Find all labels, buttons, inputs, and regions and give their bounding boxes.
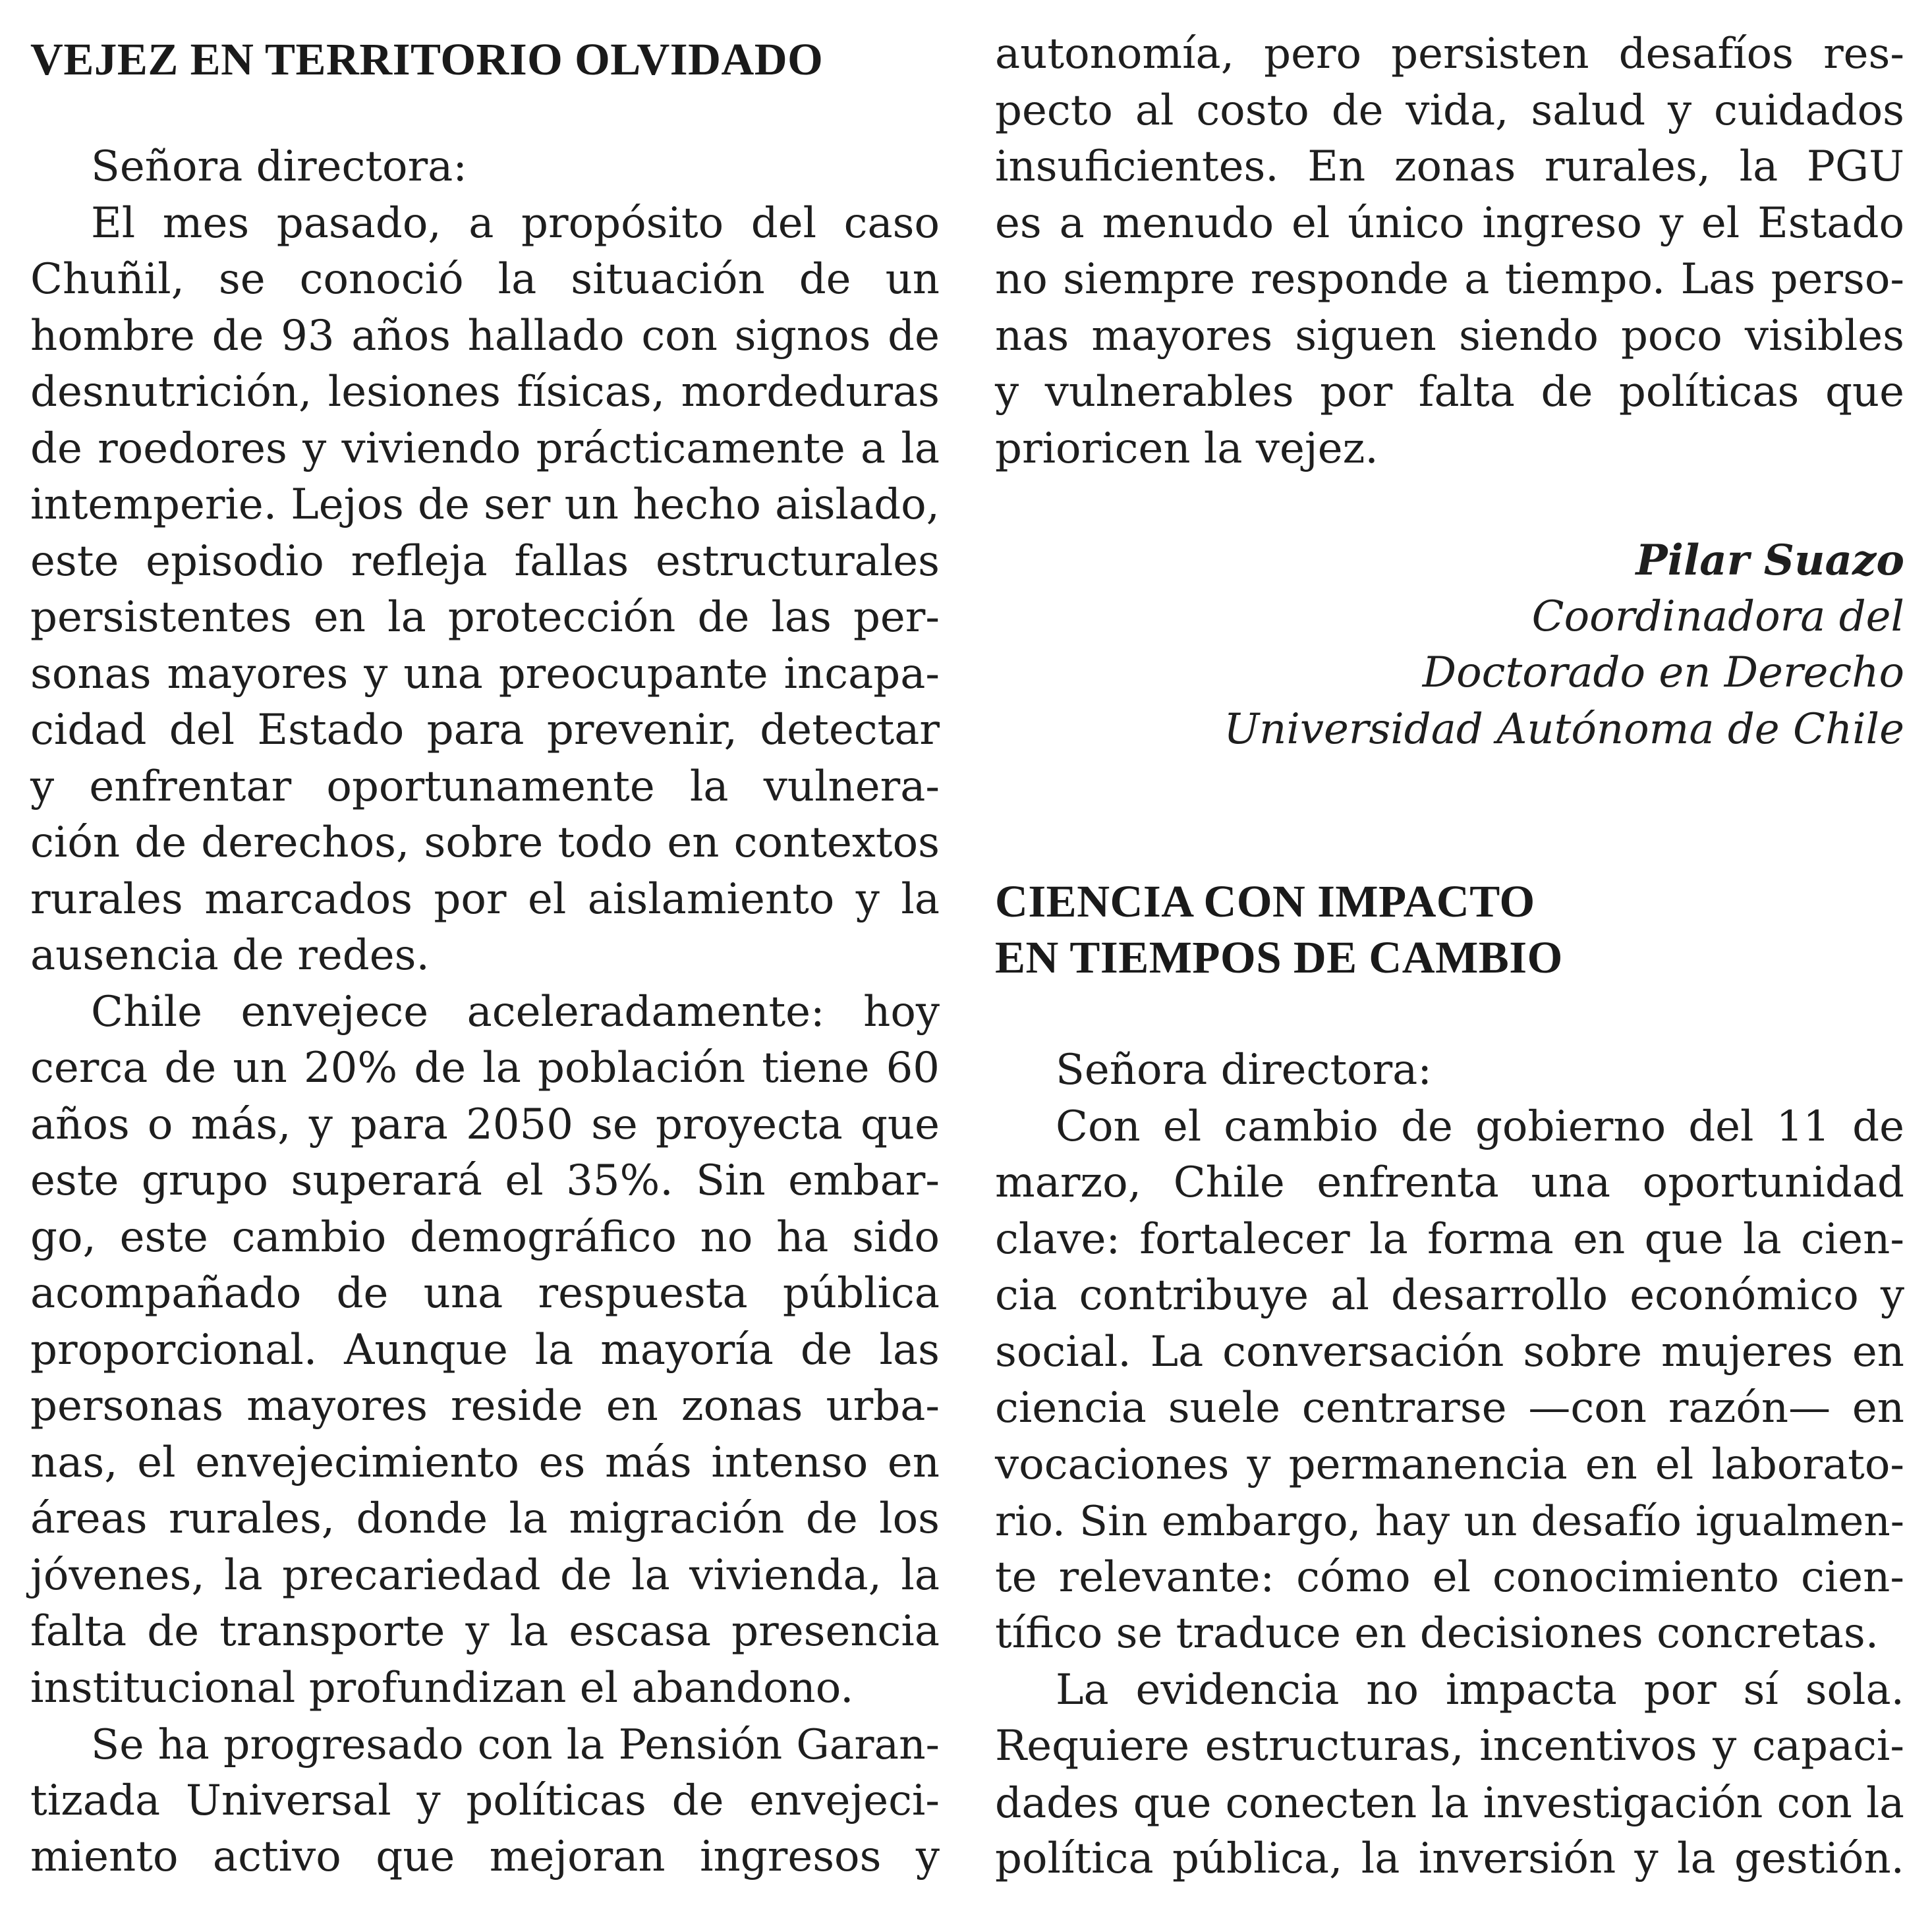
text-line: nas mayores siguen siendo poco visibles [995,311,1904,360]
text-line: miento activo que mejoran ingresos y [30,1832,940,1881]
letter1-continuation [995,26,1904,477]
text-line: personas mayores reside en zonas urba- [30,1382,940,1430]
signature-program: Doctorado en Derecho [1422,648,1904,697]
text-line: social. La conversación sobre mujeres en [995,1327,1904,1376]
text-line: falta de transporte y la escasa presencia [30,1607,940,1656]
text-line: insuficientes. En zonas rurales, la PGU [995,142,1904,191]
text-line: rio. Sin embargo, hay un desafío igualmen- [995,1497,1904,1545]
text-line: cidad del Estado para prevenir, detectar [30,706,940,754]
letter2-headline-line2: EN TIEMPOS DE CAMBIO [995,932,1563,982]
text-line: te relevante: cómo el conocimiento cien- [995,1552,1904,1602]
text-line: Chile envejece aceleradamente: hoy [91,987,940,1036]
text-line: Requiere estructuras, incentivos y capaci- [995,1722,1904,1770]
signature-institution: Universidad Autónoma de Chile [1224,704,1904,754]
text-line: vocaciones y permanencia en el laborato- [995,1440,1904,1489]
text-line: pecto al costo de vida, salud y cuidados [995,86,1904,135]
signature-title: Coordinadora del [1531,592,1904,641]
text-line: tizada Universal y políticas de envejeci- [30,1776,940,1825]
text-line: cia contribuye al desarrollo económico y [995,1271,1904,1320]
text-line: es a menudo el único ingreso y el Estado [995,198,1904,248]
text-line: rurales marcados por el aislamiento y la [30,874,940,924]
text-line: de roedores y viviendo prácticamente a la [30,424,940,473]
text-line: intemperie. Lejos de ser un hecho aislado, [30,480,940,529]
text-line: este episodio refleja fallas estructurales [30,536,940,586]
letter1-body [30,139,940,1886]
text-line: ción de derechos, sobre todo en contextos [30,818,940,867]
text-line: hombre de 93 años hallado con signos de [30,311,940,360]
text-line: clave: fortalecer la forma en que la cien- [995,1214,1904,1264]
letter2-salutation: Señora directora: [1056,1046,1432,1094]
text-line: cerca de un 20% de la población tiene 60 [30,1044,940,1092]
letter2-body [995,1042,1904,1888]
text-line: no siempre responde a tiempo. Las perso- [995,255,1904,304]
text-line: tífico se traduce en decisiones concretas. [995,1609,1879,1658]
letter1-salutation: Señora directora: [91,142,467,191]
text-line: áreas rurales, donde la migración de los [30,1494,940,1543]
text-line: prioricen la vejez. [995,424,1378,473]
text-line: Chuñil, se conoció la situación de un [30,255,940,304]
text-line: ciencia suele centrarse —con razón— en [995,1384,1904,1432]
text-line: El mes pasado, a propósito del caso [91,198,940,248]
text-line: La evidencia no impacta por sí sola. [1056,1665,1904,1714]
signature-name: Pilar Suazo [1635,536,1904,585]
letter1-headline: VEJEZ EN TERRITORIO OLVIDADO [30,34,824,84]
text-line: política pública, la inversión y la gestión. [995,1834,1904,1883]
text-line: go, este cambio demográfico no ha sido [30,1212,940,1262]
text-line: marzo, Chile enfrenta una oportunidad [995,1158,1904,1207]
text-line: institucional profundizan el abandono. [30,1663,854,1712]
text-line: y enfrentar oportunamente la vulnera- [30,762,940,811]
letter1-signature [995,532,1904,758]
text-line: y vulnerables por falta de políticas que [995,368,1904,416]
text-line: años o más, y para 2050 se proyecta que [30,1100,940,1149]
text-line: Con el cambio de gobierno del 11 de [1056,1102,1904,1151]
letter2-headline [995,874,1904,986]
text-line: proporcional. Aunque la mayoría de las [30,1325,940,1374]
text-line: jóvenes, la precariedad de la vivienda, la [30,1550,940,1600]
text-line: nas, el envejecimiento es más intenso en [30,1438,940,1487]
letter2-headline-line1: CIENCIA CON IMPACTO [995,876,1535,926]
text-line: ausencia de redes. [30,931,430,980]
text-line: autonomía, pero persisten desafíos res- [995,30,1904,78]
text-line: persistentes en la protección de las per- [30,593,940,642]
text-line: acompañado de una respuesta pública [30,1269,940,1318]
text-line: sonas mayores y una preocupante incapa- [30,649,940,698]
text-line: desnutrición, lesiones físicas, mordeduras [30,368,940,416]
text-line: Se ha progresado con la Pensión Garan- [91,1720,940,1768]
text-line: este grupo superará el 35%. Sin embar- [30,1156,940,1205]
text-line: dades que conecten la investigación con la [995,1778,1904,1827]
